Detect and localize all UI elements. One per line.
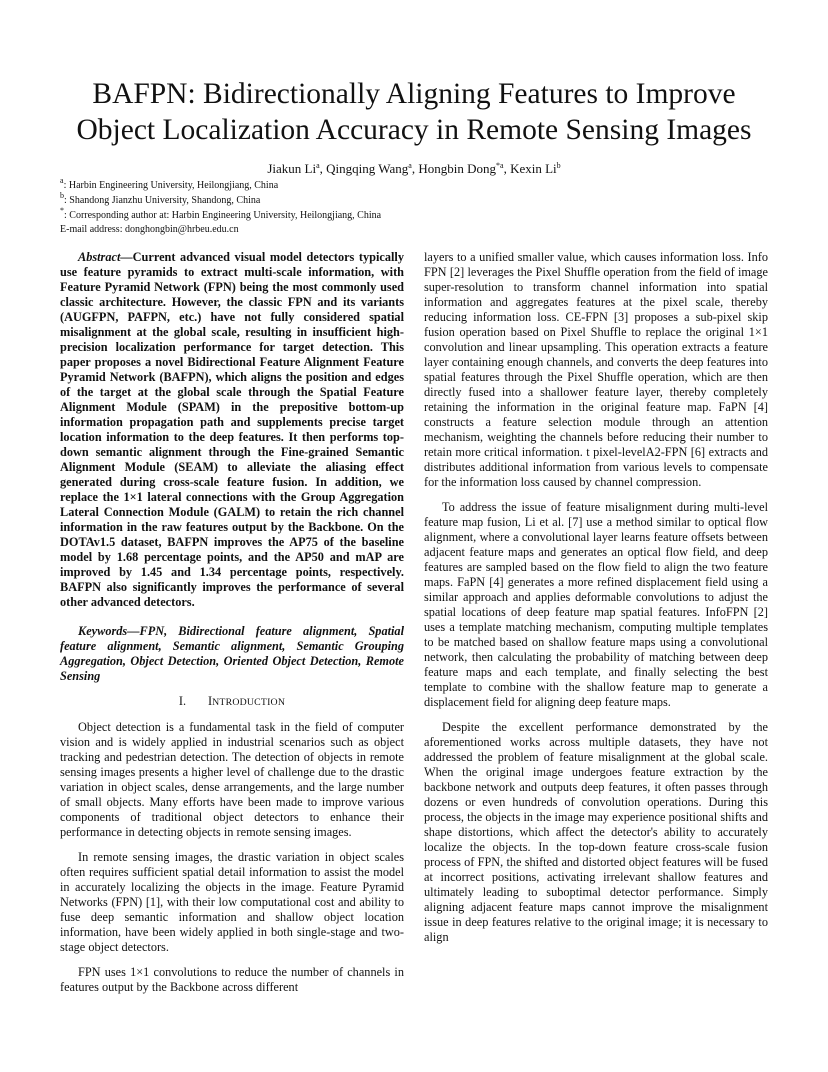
- affiliation-text: : Shandong Jianzhu University, Shandong, China: [64, 195, 261, 206]
- left-column: [60, 250, 404, 995]
- section-title-initial: I: [208, 694, 213, 708]
- author-name: Hongbin Dong: [418, 161, 496, 176]
- author-list: [0, 161, 828, 177]
- paper-title: [40, 76, 788, 148]
- title-line: Object Localization Accuracy in Remote Sensing Images: [76, 114, 752, 146]
- abstract-dash: —: [120, 250, 133, 264]
- title-line: BAFPN: Bidirectionally Aligning Features to Improve: [92, 78, 736, 110]
- author-affil-mark: a: [408, 161, 412, 170]
- body-paragraph: Object detection is a fundamental task in the field of computer vision and is widely applied in industrial scenarios such as object tracking and pedestrian detection. The detection of objects in remote sensing images presents a higher level of challenge due to the drastic variation in object scales, dense arrangements, and the large number of small objects. Many efforts have been made to improve various components of traditional object detectors to enhance their performance in detecting objects in remote sensing images.: [60, 720, 404, 839]
- keywords-label: Keywords: [78, 624, 128, 638]
- email-address: E-mail address: donghongbin@hrbeu.edu.cn: [60, 224, 239, 235]
- author-affil-mark: b: [556, 161, 561, 170]
- body-paragraph: Despite the excellent performance demonstrated by the aforementioned works across multiple datasets, they have not addressed the problem of feature misalignment at the global scale. When the original image undergoes feature extraction by the backbone network and outputs deep features, it often passes through dozens or even hundreds of convolution operations. During this process, the objects in the image may experience positional shifts and shape distortions, which affect the detector's ability to accurately localize the objects. In the top-down feature cross-scale fusion process of FPN, the shifted and distorted object features will be fused at incorrect positions, activating irrelevant shallow features and ultimately leading to suboptimal detector performance. Simply aligning adjacent feature maps cannot improve the misalignment issue in deep features relative to the original image; it is necessary to align: [424, 720, 768, 944]
- affiliation-mark: a: [60, 176, 64, 185]
- author-name: Qingqing Wang: [326, 161, 409, 176]
- affiliation-text: : Harbin Engineering University, Heilongjiang, China: [63, 180, 279, 191]
- affiliation: [60, 191, 261, 207]
- author-separator: ,: [503, 161, 511, 176]
- author-affil-mark: a: [316, 161, 320, 170]
- affiliation-mark: b: [60, 191, 64, 200]
- section-title-rest: NTRODUCTION: [212, 697, 286, 708]
- affiliation: [60, 206, 382, 222]
- keywords: [60, 624, 404, 684]
- section-number: I.: [178, 694, 187, 708]
- section-heading: [60, 694, 404, 710]
- abstract-body: Current advanced visual model detectors typically use feature pyramids to extract multi-scale information, with Feature Pyramid Network (FPN) being the most commonly used classic architecture. However, the classic FPN and its variants (AUGFPN, PAFPN, etc.) have not fully considered spatial misalignment at the global scale, resulting in insufficient high-precision localization performance for target detection. This paper proposes a novel Bidirectional Feature Alignment Feature Pyramid Network (BAFPN), which aligns the position and edges of the target at the global scale through the Spatial Feature Alignment Module (SPAM) in the prepositive bottom-up information propagation path and supplements precise target location information to the deep features. It then performs top-down semantic alignment through the Fine-grained Semantic Alignment Module (SEAM) to alleviate the aliasing effect generated during cross-scale feature fusion. In addition, we replace the 1×1 lateral connections with the Group Aggregation Lateral Connection Module (GALM) to retain the rich channel information in the raw features output by the Backbone. On the DOTAv1.5 dataset, BAFPN improves the AP75 of the baseline model by 1.68 percentage points, and the AP50 and mAP are improved by 1.45 and 1.34 percentage points, respectively. BAFPN also significantly improves the performance of several other advanced detectors.: [60, 250, 404, 609]
- author-separator: ,: [319, 161, 327, 176]
- author-name: Kexin Li: [510, 161, 557, 176]
- body-paragraph: FPN uses 1×1 convolutions to reduce the number of channels in features output by the Backbone across different: [60, 965, 404, 994]
- author-separator: ,: [411, 161, 419, 176]
- affiliation-text: : Corresponding author at: Harbin Engineering University, Heilongjiang, China: [64, 210, 382, 221]
- right-column: [424, 250, 768, 945]
- abstract: [60, 250, 404, 610]
- affiliation-mark: *: [60, 206, 64, 215]
- body-paragraph: In remote sensing images, the drastic variation in object scales often requires sufficient spatial detail information to assist the model in accurately localizing the objects in the image. Feature Pyramid Networks (FPN) [1], with their low computational cost and ability to fuse deep semantic information and shallow object location information, have been widely applied in both single-stage and two-stage object detectors.: [60, 850, 404, 954]
- keywords-body: —FPN, Bidirectional feature alignment, Spatial feature alignment, Semantic alignment, Semantic Grouping Aggregation, Object Detection, Oriented Object Detection, Remote Sensing: [60, 624, 404, 683]
- abstract-label: Abstract: [78, 250, 121, 264]
- affiliation: [60, 176, 279, 192]
- body-paragraph: To address the issue of feature misalignment during multi-level feature map fusion, Li et al. [7] use a method similar to optical flow alignment, where a convolutional layer learns feature offsets between adjacent feature maps and generates an optical flow field, and deep features are sampled based on the flow field to align the two feature maps. FaPN [4] generates a more refined displacement field using a similar approach and applies deformable convolutions to adjust the spatial locations of deep feature map spatial features. InfoFPN [2] uses a template matching mechanism, computing multiple templates to be matched based on shallow feature maps using a convolutional network, then calculating the probability of matching between deep feature maps and each template, and finally selecting the best template to combine with the shallow feature map to generate a displacement field for aligning deep feature maps.: [424, 500, 768, 709]
- author-name: Jiakun Li: [267, 161, 317, 176]
- body-paragraph: layers to a unified smaller value, which causes information loss. Info FPN [2] leverages the Pixel Shuffle operation from the field of image super-resolution to transform channel information into spatial information and aggregates features at the pixel scale, thereby reducing information loss. CE-FPN [3] proposes a sub-pixel skip fusion operation based on Pixel Shuffle to replace the original 1×1 convolution and linear upsampling. This operation extracts a feature layer containing enough channels, and converts the deep features into spatial features through the Pixel Shuffle operation, which are then directly fused into a shallower feature layer, thereby completely retaining the information in the original feature map. FaPN [4] constructs a feature selection module through an attention mechanism, weighting the channels before reducing their number to retain more critical information. t pixel-levelA2-FPN [6] extracts and distributes additional information from various levels to compensate for the information loss caused by channel compression.: [424, 250, 768, 489]
- author-affil-mark: *a: [496, 161, 504, 170]
